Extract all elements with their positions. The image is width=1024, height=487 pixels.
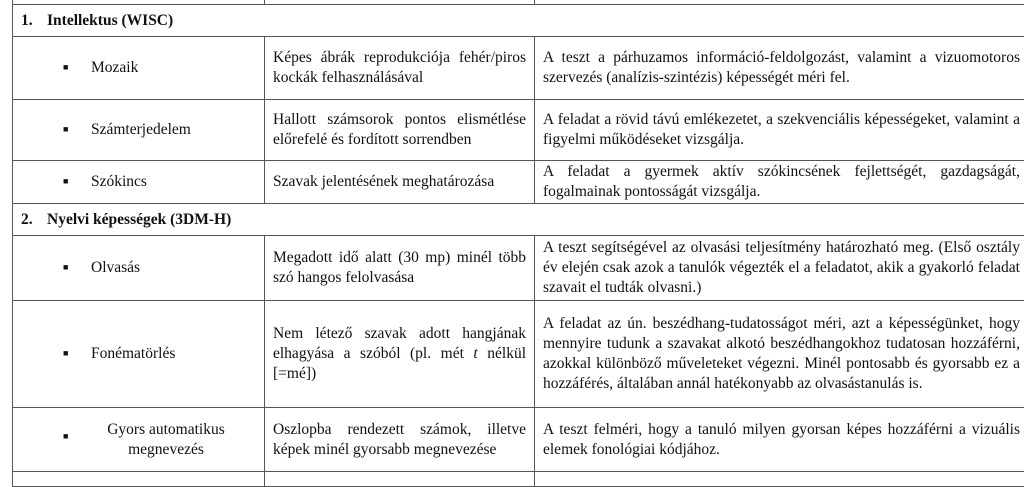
test-name: Szókincs bbox=[91, 172, 147, 190]
description-text-end: nélkül [=mé]) bbox=[273, 345, 527, 382]
table-row-gyors-automatikus-megnevezes bbox=[13, 408, 1024, 472]
table-row-olvasas bbox=[13, 236, 1024, 301]
test-name: Számterjedelem bbox=[91, 120, 191, 138]
bullet-icon: ■ bbox=[63, 262, 69, 273]
table-row-mozaik bbox=[13, 37, 1024, 100]
test-name: Fonématörlés bbox=[91, 344, 176, 362]
section-number: 2. bbox=[21, 210, 33, 228]
test-name: Olvasás bbox=[91, 258, 141, 276]
section-title: Nyelvi képességek (3DM-H) bbox=[47, 210, 232, 228]
test-purpose: A feladat a rövid távú emlékezetet, a szekvenciális képességeket, valamint a figyelmi működéseket vizsgálja. bbox=[535, 100, 1024, 161]
table-row-fonematorles bbox=[13, 301, 1024, 408]
section-number: 1. bbox=[21, 11, 33, 29]
test-description: Hallott számsorok pontos elismétlése előrefelé és fordított sorrendben bbox=[265, 100, 535, 161]
test-purpose: A feladat a gyermek aktív szókincsének fejlettségét, gazdagságát, fogalmainak pontosságát vizsgálja. bbox=[535, 161, 1024, 204]
bullet-icon: ■ bbox=[63, 430, 69, 441]
section-title: Intellektus (WISC) bbox=[47, 11, 174, 29]
table-row-szamterjedelem bbox=[13, 100, 1024, 161]
description-italic-letter: t bbox=[473, 345, 478, 362]
test-description: Szavak jelentésének meghatározása bbox=[265, 161, 535, 204]
section-title-cell bbox=[13, 5, 1024, 37]
test-description: Megadott idő alatt (30 mp) minél több szó hangos felolvasása bbox=[265, 236, 535, 301]
description-text: Nem létező szavak adott hangjának elhagyása a szóból (pl. mét bbox=[273, 325, 526, 362]
bullet-icon: ■ bbox=[63, 124, 69, 135]
test-purpose: A feladat az ún. beszédhang-tudatosságot méri, azt a képességünket, hogy mennyire tudunk a szavakat alkotó beszédhangokhoz tudatosan hozzáférni, azokkal különböző műveleteket végezni. Minél pontosabb és gyorsabb ez a hozzáférés, általában annál hatékonyabb az olvasástanulás is. bbox=[535, 301, 1024, 408]
test-purpose: A teszt felméri, hogy a tanuló milyen gyorsan képes hozzáférni a vizuális elemek fonológiai kódjához. bbox=[535, 408, 1024, 472]
assessment-table bbox=[12, 0, 1024, 487]
section-header-intellektus bbox=[13, 5, 1024, 37]
test-name-cell bbox=[13, 301, 265, 408]
bullet-icon: ■ bbox=[63, 176, 69, 187]
test-description: Oszlopba rendezett számok, illetve képek minél gyorsabb megnevezése bbox=[265, 408, 535, 472]
bullet-icon: ■ bbox=[63, 348, 69, 359]
test-purpose: A teszt a párhuzamos információ-feldolgozást, valamint a vizuomotoros szervezés (analízis-szintézis) képességét méri fel. bbox=[535, 37, 1024, 100]
test-name: Gyors automatikus megnevezés bbox=[107, 420, 225, 458]
section-title-cell bbox=[13, 204, 1024, 236]
test-name-cell bbox=[13, 100, 265, 161]
test-purpose: A teszt segítségével az olvasási teljesítmény határozható meg. (Első osztály év elején csak azok a tanulók végezték el a feladatot, akik a gyakorló feladat szavait el tudták olvasni.) bbox=[535, 236, 1024, 301]
test-name: Mozaik bbox=[91, 58, 139, 76]
test-description bbox=[265, 301, 535, 408]
table-row-szokincs bbox=[13, 161, 1024, 204]
bullet-icon: ■ bbox=[63, 62, 69, 73]
table-bottom-partial-row bbox=[13, 472, 1024, 487]
test-name-cell bbox=[13, 161, 265, 204]
test-description: Képes ábrák reprodukciója fehér/piros kockák felhasználásával bbox=[265, 37, 535, 100]
test-name-cell bbox=[13, 37, 265, 100]
test-name-cell bbox=[13, 408, 265, 472]
section-header-nyelvi-kepessegek bbox=[13, 204, 1024, 236]
test-name-cell bbox=[13, 236, 265, 301]
